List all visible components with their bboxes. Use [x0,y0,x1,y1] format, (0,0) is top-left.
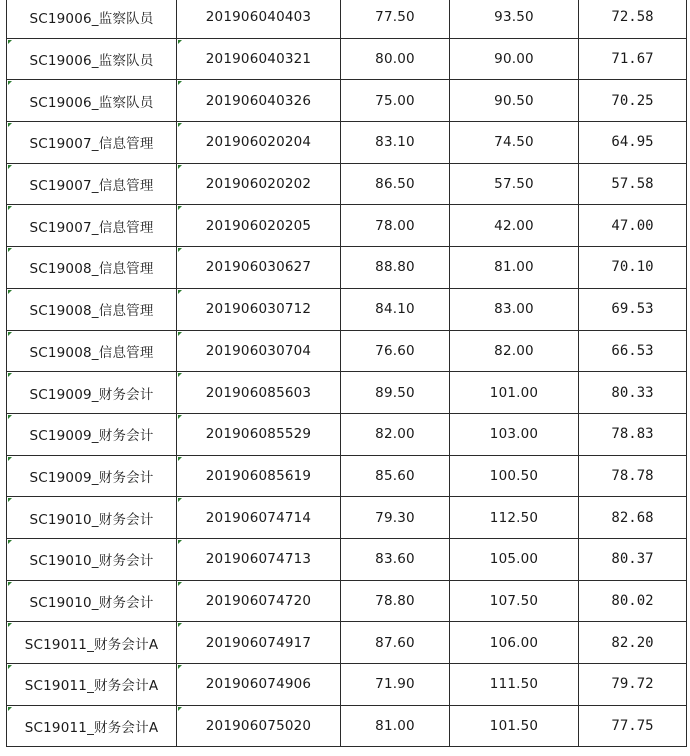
table-row [7,330,687,372]
table-row [7,38,687,80]
total-score-cell: 77.75 [579,705,687,747]
position-code-cell: SC19009_财务会计 [7,413,177,455]
total-score-cell: 80.02 [579,580,687,622]
written-score-cell: 78.00 [341,205,450,247]
position-code-cell: SC19008_信息管理 [7,330,177,372]
position-code-cell: SC19009_财务会计 [7,372,177,414]
position-code-cell: SC19008_信息管理 [7,247,177,289]
interview-score-cell: 105.00 [450,538,579,580]
total-score-cell: 70.10 [579,247,687,289]
exam-id-cell: 201906030627 [177,247,341,289]
exam-id-cell: 201906074906 [177,664,341,706]
position-code-cell: SC19011_财务会计A [7,622,177,664]
total-score-cell: 64.95 [579,122,687,164]
written-score-cell: 71.90 [341,664,450,706]
exam-id-cell: 201906074713 [177,538,341,580]
position-code-cell: SC19010_财务会计 [7,580,177,622]
table-row [7,205,687,247]
interview-score-cell: 82.00 [450,330,579,372]
interview-score-cell: 90.50 [450,80,579,122]
written-score-cell: 86.50 [341,163,450,205]
exam-id-cell: 201906040403 [177,0,341,38]
score-table-container [6,0,686,747]
table-row [7,705,687,747]
exam-id-cell: 201906040321 [177,38,341,80]
interview-score-cell: 93.50 [450,0,579,38]
position-code-cell: SC19008_信息管理 [7,288,177,330]
written-score-cell: 79.30 [341,497,450,539]
table-row [7,455,687,497]
total-score-cell: 80.37 [579,538,687,580]
table-row [7,372,687,414]
exam-id-cell: 201906085619 [177,455,341,497]
total-score-cell: 78.83 [579,413,687,455]
table-row [7,163,687,205]
written-score-cell: 85.60 [341,455,450,497]
written-score-cell: 75.00 [341,80,450,122]
position-code-cell: SC19006_监察队员 [7,80,177,122]
exam-id-cell: 201906020204 [177,122,341,164]
position-code-cell: SC19009_财务会计 [7,455,177,497]
total-score-cell: 78.78 [579,455,687,497]
table-row [7,497,687,539]
table-row [7,247,687,289]
interview-score-cell: 83.00 [450,288,579,330]
position-code-cell: SC19007_信息管理 [7,163,177,205]
score-table-body [7,0,687,747]
total-score-cell: 69.53 [579,288,687,330]
interview-score-cell: 101.50 [450,705,579,747]
total-score-cell: 70.25 [579,80,687,122]
total-score-cell: 80.33 [579,372,687,414]
total-score-cell: 82.20 [579,622,687,664]
position-code-cell: SC19011_财务会计A [7,664,177,706]
written-score-cell: 78.80 [341,580,450,622]
position-code-cell: SC19007_信息管理 [7,122,177,164]
interview-score-cell: 42.00 [450,205,579,247]
table-row [7,413,687,455]
exam-id-cell: 201906040326 [177,80,341,122]
position-code-cell: SC19010_财务会计 [7,497,177,539]
interview-score-cell: 100.50 [450,455,579,497]
written-score-cell: 77.50 [341,0,450,38]
exam-id-cell: 201906085603 [177,372,341,414]
written-score-cell: 80.00 [341,38,450,80]
table-row [7,288,687,330]
exam-id-cell: 201906074720 [177,580,341,622]
table-row [7,622,687,664]
written-score-cell: 87.60 [341,622,450,664]
interview-score-cell: 106.00 [450,622,579,664]
exam-id-cell: 201906074917 [177,622,341,664]
interview-score-cell: 103.00 [450,413,579,455]
exam-id-cell: 201906085529 [177,413,341,455]
position-code-cell: SC19007_信息管理 [7,205,177,247]
total-score-cell: 79.72 [579,664,687,706]
written-score-cell: 76.60 [341,330,450,372]
position-code-cell: SC19010_财务会计 [7,538,177,580]
written-score-cell: 89.50 [341,372,450,414]
written-score-cell: 82.00 [341,413,450,455]
total-score-cell: 72.58 [579,0,687,38]
position-code-cell: SC19011_财务会计A [7,705,177,747]
table-row [7,538,687,580]
exam-id-cell: 201906030704 [177,330,341,372]
table-row [7,0,687,38]
interview-score-cell: 111.50 [450,664,579,706]
total-score-cell: 71.67 [579,38,687,80]
total-score-cell: 47.00 [579,205,687,247]
written-score-cell: 88.80 [341,247,450,289]
table-row [7,664,687,706]
interview-score-cell: 90.00 [450,38,579,80]
written-score-cell: 83.60 [341,538,450,580]
written-score-cell: 83.10 [341,122,450,164]
table-row [7,80,687,122]
interview-score-cell: 107.50 [450,580,579,622]
score-table [6,0,687,747]
exam-id-cell: 201906020202 [177,163,341,205]
position-code-cell: SC19006_监察队员 [7,38,177,80]
total-score-cell: 57.58 [579,163,687,205]
interview-score-cell: 57.50 [450,163,579,205]
table-row [7,122,687,164]
written-score-cell: 81.00 [341,705,450,747]
exam-id-cell: 201906074714 [177,497,341,539]
total-score-cell: 82.68 [579,497,687,539]
exam-id-cell: 201906020205 [177,205,341,247]
interview-score-cell: 112.50 [450,497,579,539]
table-row [7,580,687,622]
written-score-cell: 84.10 [341,288,450,330]
interview-score-cell: 74.50 [450,122,579,164]
interview-score-cell: 101.00 [450,372,579,414]
total-score-cell: 66.53 [579,330,687,372]
position-code-cell: SC19006_监察队员 [7,0,177,38]
exam-id-cell: 201906030712 [177,288,341,330]
interview-score-cell: 81.00 [450,247,579,289]
exam-id-cell: 201906075020 [177,705,341,747]
